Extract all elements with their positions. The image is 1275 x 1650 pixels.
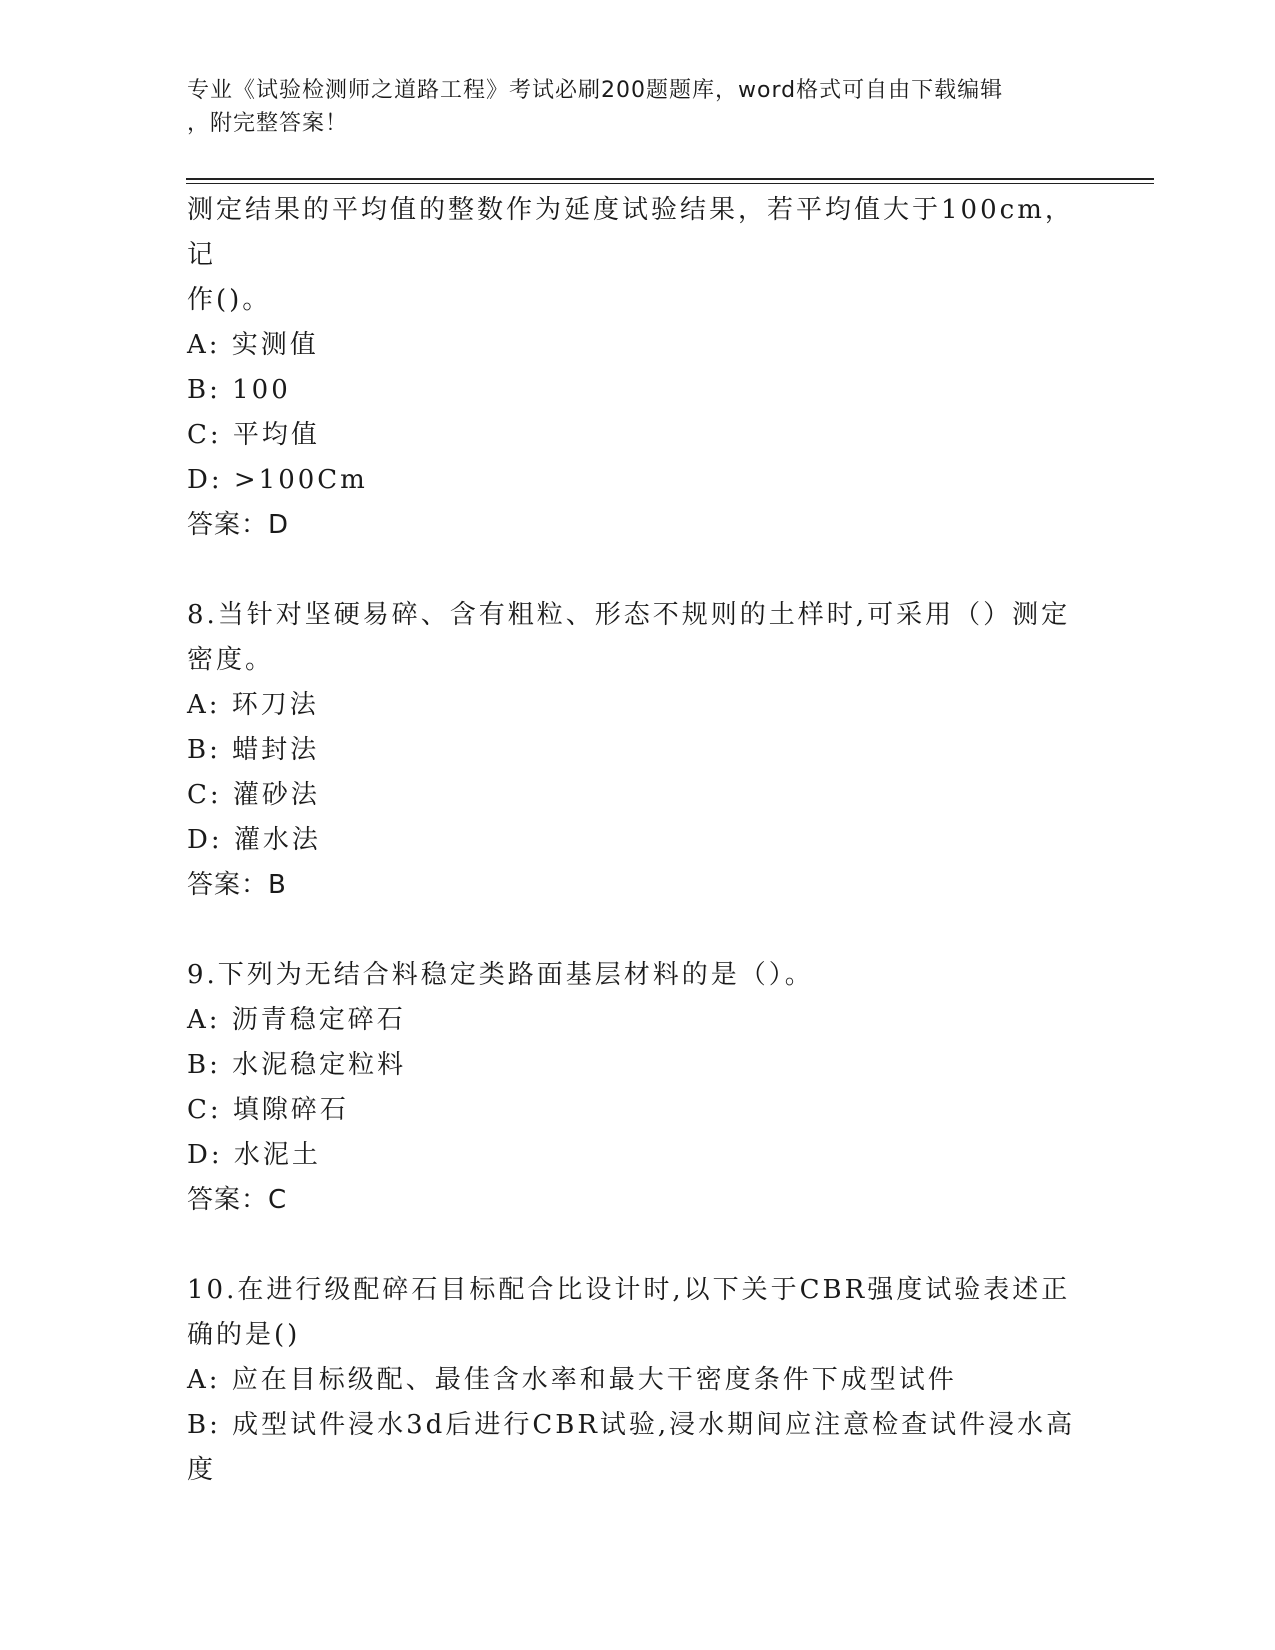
- question-8: [187, 593, 1087, 908]
- question-10-option-b-line-1: B: 成型试件浸水3d后进行CBR试验,浸水期间应注意检查试件浸水高: [187, 1410, 1076, 1440]
- header-line-1: 专业《试验检测师之道路工程》考试必刷200题题库，word格式可自由下载编辑: [187, 78, 1004, 103]
- question-7-option-d: D: >100Cm: [187, 465, 368, 495]
- question-7-text-line-2: 作()。: [187, 285, 272, 315]
- question-9-option-b: B: 水泥稳定粒料: [187, 1050, 407, 1080]
- question-10-text-line-1: 10.在进行级配碎石目标配合比设计时,以下关于CBR强度试验表述正: [187, 1275, 1071, 1305]
- question-8-option-c: C: 灌砂法: [187, 780, 320, 810]
- question-8-text-line-1: 8.当针对坚硬易碎、含有粗粒、形态不规则的土样时,可采用（）测定: [187, 600, 1071, 630]
- question-7-answer: 答案：D: [187, 510, 290, 540]
- question-9-option-d: D: 水泥土: [187, 1140, 321, 1170]
- question-9: [187, 953, 1087, 1223]
- question-9-text-line-1: 9.下列为无结合料稳定类路面基层材料的是（）。: [187, 960, 814, 990]
- header-divider-thick: [186, 178, 1154, 180]
- question-9-option-a: A: 沥青稳定碎石: [187, 1005, 406, 1035]
- question-content: [187, 188, 1087, 1493]
- question-8-text-line-2: 密度。: [187, 645, 275, 675]
- question-7-option-a: A: 实测值: [187, 330, 319, 360]
- question-10-text-line-2: 确的是(): [187, 1320, 301, 1350]
- spacer: [187, 548, 1087, 593]
- question-9-answer: 答案：C: [187, 1185, 288, 1215]
- question-7: [187, 188, 1087, 548]
- question-10: [187, 1268, 1087, 1493]
- header-divider-thin: [186, 183, 1154, 184]
- question-7-option-c: C: 平均值: [187, 420, 320, 450]
- question-8-option-d: D: 灌水法: [187, 825, 321, 855]
- question-10-option-a: A: 应在目标级配、最佳含水率和最大干密度条件下成型试件: [187, 1365, 957, 1395]
- spacer: [187, 1223, 1087, 1268]
- question-8-option-a: A: 环刀法: [187, 690, 319, 720]
- question-10-option-b-line-2: 度: [187, 1455, 217, 1485]
- document-header: [187, 74, 1087, 140]
- spacer: [187, 908, 1087, 953]
- question-8-answer: 答案：B: [187, 870, 287, 900]
- question-7-text-line-1: 测定结果的平均值的整数作为延度试验结果，若平均值大于100cm，记: [187, 195, 1074, 270]
- question-9-option-c: C: 填隙碎石: [187, 1095, 349, 1125]
- question-8-option-b: B: 蜡封法: [187, 735, 320, 765]
- question-7-option-b: B: 100: [187, 375, 291, 405]
- header-line-2: ，附完整答案！: [187, 111, 349, 136]
